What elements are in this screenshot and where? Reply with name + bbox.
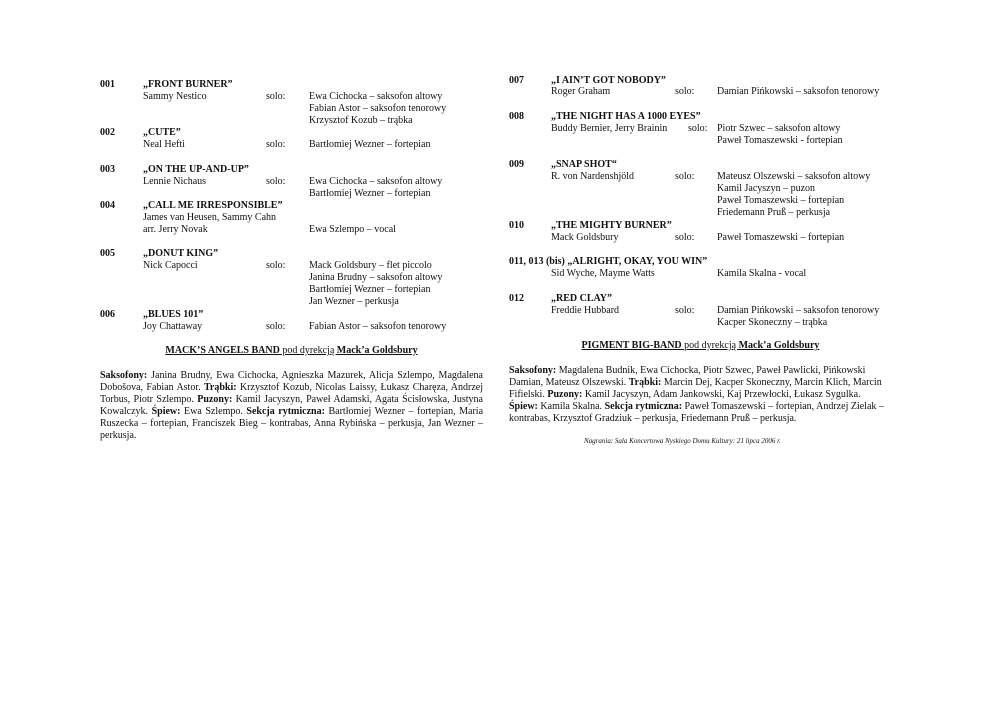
performer: Ewa Szlempo – vocal <box>309 224 396 235</box>
performer: Fabian Astor – saksofon tenorowy <box>309 321 447 332</box>
track-title: „RED CLAY” <box>551 293 613 304</box>
performer: Ewa Cichocka – saksofon altowy <box>309 176 443 187</box>
solo-label: solo: <box>266 176 286 187</box>
track-number: 002 <box>100 127 115 138</box>
track-number: 004 <box>100 200 115 211</box>
performer: Friedemann Pruß – perkusja <box>717 207 831 218</box>
performer: Paweł Tomaszewski – fortepian <box>717 195 845 206</box>
performers-list <box>309 224 396 236</box>
track-composer: Mack Goldsbury <box>551 232 619 243</box>
solo-label: solo: <box>266 139 286 150</box>
performer: Bartłomiej Wezner – fortepian <box>309 188 431 199</box>
performers-list <box>309 139 430 151</box>
band-header-middle: pod dyrekcją <box>681 340 739 351</box>
roster-section-label: Saksofony: <box>100 370 148 381</box>
track-number: 007 <box>509 75 524 86</box>
track-number: 006 <box>100 309 115 320</box>
solo-label: solo: <box>266 321 286 332</box>
performers-list <box>309 321 446 333</box>
performers-list <box>717 305 879 329</box>
band-header <box>100 345 483 357</box>
band-header <box>509 340 892 352</box>
performer: Kacper Skoneczny – trąbka <box>717 317 828 328</box>
solo-label: solo: <box>675 171 695 182</box>
performers-list <box>717 268 806 280</box>
performer: Paweł Tomaszewski – fortepian <box>717 232 845 243</box>
roster-section-label: Trąbki: <box>628 377 662 388</box>
roster-section-text: Krzysztof Kozub, Nicolas Laissy, Łukasz Charęza, Andrzej Torbus, Piotr Szlempo. <box>100 382 484 405</box>
performer: Damian Pińkowski – saksofon tenorowy <box>717 86 880 97</box>
track-composer: Joy Chattaway <box>143 321 203 332</box>
track-composer: R. von Nardenshjöld <box>551 171 635 182</box>
track-title: „THE NIGHT HAS A 1000 EYES” <box>551 111 701 122</box>
solo-label: solo: <box>675 305 695 316</box>
solo-label: solo: <box>266 260 286 271</box>
track-title: „FRONT BURNER” <box>143 79 233 90</box>
performer: Fabian Astor – saksofon tenorowy <box>309 103 447 114</box>
track-composer: Nick Capocci <box>143 260 198 271</box>
performers-list <box>717 232 844 244</box>
solo-label: solo: <box>266 91 286 102</box>
track-composer: Neal Hefti <box>143 139 185 150</box>
roster-section-text: Marcin Dej, Kacper Skoneczny, Marcin Klich, Marcin Fifielski. <box>509 377 882 400</box>
performer: Mateusz Olszewski – saksofon altowy <box>717 171 871 182</box>
performers-list <box>309 260 442 308</box>
track-arranger: arr. Jerry Novak <box>143 224 208 235</box>
performer: Ewa Cichocka – saksofon altowy <box>309 91 443 102</box>
roster-section-label: Śpiew: <box>509 401 538 412</box>
track-title: „SNAP SHOT“ <box>551 159 617 170</box>
performer: Bartłomiej Wezner – fortepian <box>309 284 431 295</box>
track-composer: Roger Graham <box>551 86 611 97</box>
performer: Paweł Tomaszewski - fortepian <box>717 135 843 146</box>
track-number: 012 <box>509 293 524 304</box>
band-leader: Mack’a Goldsbury <box>336 345 418 356</box>
performer: Piotr Szwec – saksofon altowy <box>717 123 841 134</box>
track-composer: Sid Wyche, Mayme Watts <box>551 268 655 279</box>
performer: Damian Pińkowski – saksofon tenorowy <box>717 305 880 316</box>
track-number: 001 <box>100 79 115 90</box>
roster-section-text: Kamil Jacyszyn, Paweł Adamski, Agata Ścisłowska, Justyna Kowalczyk. <box>100 394 483 417</box>
recording-note: Nagrania: Sala Koncertowa Nyskiego Domu Kultury: 21 lipca 2006 r. <box>584 437 781 445</box>
performers-list <box>717 86 879 98</box>
band-header-middle: pod dyrekcją <box>279 345 337 356</box>
solo-label: solo: <box>688 123 708 134</box>
performer: Kamil Jacyszyn – puzon <box>717 183 816 194</box>
performers-list <box>717 123 842 147</box>
roster-section-text: Magdalena Budnik, Ewa Cichocka, Piotr Szwec, Paweł Pawlicki, Pińkowski Damian, Mateusz Olszewski. <box>509 365 866 388</box>
track-title: „ALRIGHT, OKAY, YOU WIN” <box>567 256 708 267</box>
roster-section-text: Kamil Jacyszyn, Adam Jankowski, Kaj Przewłocki, Łukasz Sygulka. <box>582 389 861 400</box>
performer: Mack Goldsbury – flet piccolo <box>309 260 432 271</box>
band-roster <box>100 370 483 442</box>
band-name: MACK’S ANGELS BAND <box>165 345 280 356</box>
track-heading <box>509 256 707 268</box>
roster-section-label: Puzony: <box>197 394 233 405</box>
performer: Janina Brudny – saksofon altowy <box>309 272 443 283</box>
roster-section-text: Bartłomiej Wezner – fortepian, Maria Ruszecka – fortepian, Franciszek Bieg – kontrabas, Anna Rybińska – perkusja, Jan Wezner – perkusja. <box>100 406 484 441</box>
band-leader: Mack’a Goldsbury <box>738 340 820 351</box>
track-title: „CALL ME IRRESPONSIBLE” <box>143 200 283 211</box>
roster-section-label: Sekcja rytmiczna: <box>246 406 325 417</box>
track-number: 003 <box>100 164 115 175</box>
track-title: „ON THE UP-AND-UP” <box>143 164 249 175</box>
track-number: 011, 013 (bis) <box>509 256 565 267</box>
track-title: „I AIN’T GOT NOBODY” <box>551 75 666 86</box>
track-number: 008 <box>509 111 524 122</box>
roster-section-label: Sekcja rytmiczna: <box>604 401 683 412</box>
roster-section-label: Śpiew: <box>151 406 181 417</box>
roster-section-label: Puzony: <box>547 389 583 400</box>
track-composer: Lennie Nichaus <box>143 176 207 187</box>
track-title: „CUTE” <box>143 127 181 138</box>
track-number: 009 <box>509 159 524 170</box>
track-composer: Sammy Nestico <box>143 91 207 102</box>
band-roster <box>509 365 892 425</box>
performers-list <box>309 176 442 200</box>
performer: Jan Wezner – perkusja <box>309 296 399 307</box>
track-number: 010 <box>509 220 524 231</box>
track-title: „THE MIGHTY BURNER” <box>551 220 672 231</box>
performer: Krzysztof Kozub – trąbka <box>309 115 413 126</box>
solo-label: solo: <box>675 232 695 243</box>
track-title: „DONUT KING” <box>143 248 219 259</box>
performers-list <box>717 171 870 219</box>
roster-section-text: Ewa Szlempo. <box>180 406 247 417</box>
band-name: PIGMENT BIG-BAND <box>581 340 682 351</box>
solo-label: solo: <box>675 86 695 97</box>
track-composer: Freddie Hubbard <box>551 305 620 316</box>
track-composer: Buddy Bernier, Jerry Brainin <box>551 123 668 134</box>
roster-section-text: Janina Brudny, Ewa Cichocka, Agnieszka Mazurek, Alicja Szlempo, Magdalena Dobošova, Fabian Astor. <box>100 370 483 393</box>
performers-list <box>309 91 446 127</box>
roster-section-label: Trąbki: <box>203 382 237 393</box>
track-title: „BLUES 101” <box>143 309 204 320</box>
performer: Bartłomiej Wezner – fortepian <box>309 139 431 150</box>
roster-section-text: Kamila Skalna. <box>537 401 605 412</box>
track-number: 005 <box>100 248 115 259</box>
track-composer: James van Heusen, Sammy Cahn <box>143 212 277 223</box>
roster-section-label: Saksofony: <box>509 365 557 376</box>
roster-section-text: Paweł Tomaszewski – fortepian, Andrzej Zielak – kontrabas, Krzysztof Gradziuk – perkusja, Friedemann Pruß – perkusja. <box>509 401 884 424</box>
performer: Kamila Skalna - vocal <box>717 268 807 279</box>
